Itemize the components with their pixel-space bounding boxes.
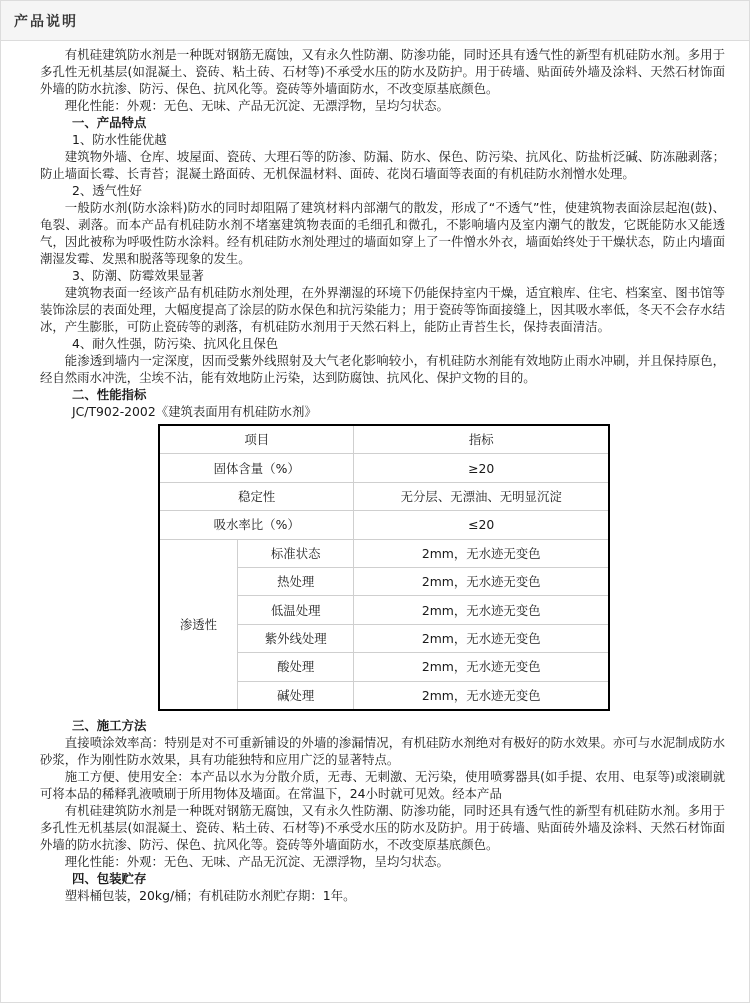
standard-reference: JC/T902-2002《建筑表面用有机硅防水剂》 — [72, 404, 317, 419]
table-group-label: 渗透性 — [159, 539, 238, 710]
feature-title: 4、耐久性强，防污染、抗风化且保色 — [72, 336, 279, 351]
table-cell-item: 标准状态 — [238, 539, 354, 567]
feature-title: 3、防潮、防霉效果显著 — [72, 268, 204, 283]
table-cell-value: ≤20 — [354, 511, 609, 539]
table-cell-item: 热处理 — [238, 567, 354, 595]
feature-title: 2、透气性好 — [72, 183, 142, 198]
table-cell-value: ≥20 — [354, 454, 609, 482]
table-cell-value: 2mm，无水迹无变色 — [354, 653, 609, 681]
table-row — [159, 539, 609, 567]
table-cell-item: 紫外线处理 — [238, 624, 354, 652]
section-heading-specs: 二、性能指标 — [72, 387, 147, 402]
table-row — [159, 511, 609, 539]
table-cell-value: 无分层、无漂油、无明显沉淀 — [354, 482, 609, 510]
table-cell-value: 2mm，无水迹无变色 — [354, 567, 609, 595]
table-cell-item: 固体含量（%） — [159, 454, 354, 482]
table-cell-item: 稳定性 — [159, 482, 354, 510]
table-cell-value: 2mm，无水迹无变色 — [354, 681, 609, 710]
product-description — [40, 46, 725, 904]
table-header-cell: 项目 — [159, 425, 354, 454]
section-header — [1, 1, 749, 41]
table-row — [159, 454, 609, 482]
feature-text: 建筑物外墙、仓库、坡屋面、瓷砖、大理石等的防渗、防漏、防水、保色、防污染、抗风化、防盐析泛碱、防冻融剥落；防止墙面长霉、长青苔；混凝土路面砖、无机保温材料、面砖、花岗石墙面等表面的有机硅防水剂憎水处理。 — [40, 149, 725, 181]
construction-paragraph: 有机硅建筑防水剂是一种既对钢筋无腐蚀，又有永久性防潮、防渗功能，同时还具有透气性的新型有机硅防水剂。多用于多孔性无机基层(如混凝土、瓷砖、粘土砖、石材等)不承受水压的防水及防护。用于砖墙、贴面砖外墙及涂料、天然石材饰面外墙的防水抗渗、防污、保色、抗风化等。瓷砖等外墙面防水，不改变原基底颜色。 — [40, 802, 725, 852]
section-title: 产品说明 — [14, 14, 78, 30]
table-row — [159, 482, 609, 510]
feature-title: 1、防水性能优越 — [72, 132, 167, 147]
section-heading-features: 一、产品特点 — [72, 115, 147, 130]
construction-paragraph: 理化性能：外观：无色、无味、产品无沉淀、无漂浮物，呈均匀状态。 — [64, 853, 449, 869]
feature-text: 一般防水剂(防水涂料)防水的同时却阻隔了建筑材料内部潮气的散发，形成了“不透气”性，使建筑物表面涂层起泡(鼓)、龟裂、剥落。而本产品有机硅防水剂不堵塞建筑物表面的毛细孔和微孔，不影响墙内及室内潮气的散发，它既能防水又能透气，因此被称为呼吸性防水涂料。经有机硅防水剂处理过的墙面如穿上了一件憎水外衣，墙面始终处于干燥状态，防止内墙面潮湿发霉、发黑和脱落等现象的发生。 — [40, 200, 725, 266]
intro-paragraph: 有机硅建筑防水剂是一种既对钢筋无腐蚀，又有永久性防潮、防渗功能，同时还具有透气性的新型有机硅防水剂。多用于多孔性无机基层(如混凝土、瓷砖、粘土砖、石材等)不承受水压的防水及防护。用于砖墙、贴面砖外墙及涂料、天然石材饰面外墙的防水抗渗、防污、保色、抗风化等。瓷砖等外墙面防水，不改变原基底颜色。 — [40, 47, 725, 96]
table-cell-value: 2mm，无水迹无变色 — [354, 624, 609, 652]
table-header-row — [159, 425, 609, 454]
feature-text: 能渗透到墙内一定深度，因而受紫外线照射及大气老化影响较小，有机硅防水剂能有效地防止雨水冲刷，并且保持原色，经自然雨水冲洗，尘埃不沾，能有效地防止污染，达到防腐蚀、抗风化、保护文物的目的。 — [40, 353, 725, 385]
feature-text: 建筑物表面一经该产品有机硅防水剂处理，在外界潮湿的环境下仍能保持室内干燥，适宜粮库、住宅、档案室、图书馆等装饰涂层的表面处理，大幅度提高了涂层的防水保色和抗污染能力；用于瓷砖等饰面接缝上，因其吸水率低，冬天不会存水结冰，产生膨胀，可防止瓷砖等的剥落，有机硅防水剂用于天然石料上，能防止青苔生长，保持表面清洁。 — [40, 285, 725, 334]
table-cell-value: 2mm，无水迹无变色 — [354, 539, 609, 567]
table-cell-item: 低温处理 — [238, 596, 354, 624]
table-cell-item: 酸处理 — [238, 653, 354, 681]
packaging-text: 塑料桶包装，20kg/桶；有机硅防水剂贮存期：1年。 — [64, 887, 356, 903]
section-heading-packaging: 四、包装贮存 — [72, 870, 147, 886]
construction-paragraph: 直接喷涂效率高：特别是对不可重新铺设的外墙的渗漏情况，有机硅防水剂绝对有极好的防水效果。亦可与水泥制成防水砂浆，作为刚性防水效果，具有功能独特和应用广泛的显著特点。 — [40, 734, 725, 767]
table-cell-value: 2mm，无水迹无变色 — [354, 596, 609, 624]
construction-paragraph: 施工方便、使用安全：本产品以水为分散介质，无毒、无刺激、无污染，使用喷雾器具(如手提、农用、电泵等)或滚刷就可将本品的稀释乳液喷刷于所用物体及墙面。在常温下，24小时就可见效。经本产品 — [40, 768, 725, 801]
intro-properties: 理化性能：外观：无色、无味、产品无沉淀、无漂浮物，呈均匀状态。 — [64, 98, 449, 113]
section-heading-construction: 三、施工方法 — [72, 717, 147, 733]
spec-table — [158, 424, 610, 711]
table-cell-item: 吸水率比（%） — [159, 511, 354, 539]
table-cell-item: 碱处理 — [238, 681, 354, 710]
table-header-cell: 指标 — [354, 425, 609, 454]
